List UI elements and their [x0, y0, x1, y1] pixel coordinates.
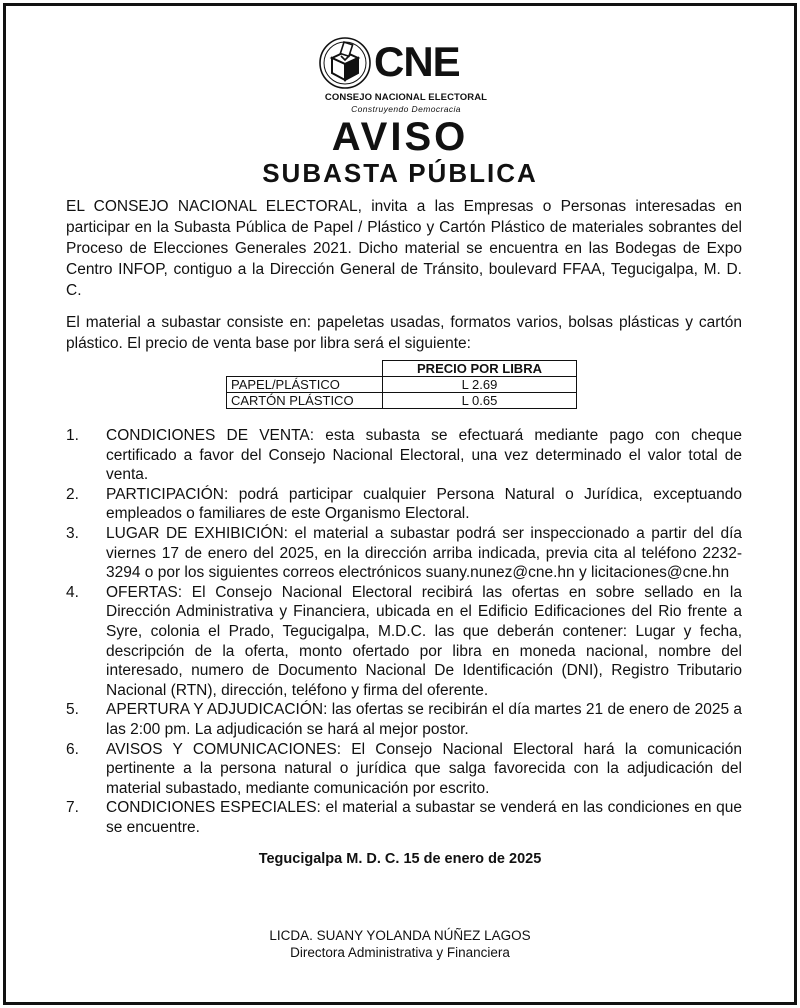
condition-number: 5. — [66, 701, 79, 719]
condition-text: OFERTAS: El Consejo Nacional Electoral recibirá las ofertas en sobre sellado en la Dirección Administrativa y Financiera, ubicada en el Edificio Edificaciones del Rio frente a Syre, colonia el Prado, Tegucigalpa, M.D.C. las que deberán contener: Lugar y fecha, descripción de la oferta, monto ofertado por libra en moneda nacional, nombre del interesado, numero de Documento Nacional De Identificación (DNI), Registro Tributario Nacional (RTN), dirección, teléfono y firma del oferente. — [106, 583, 742, 699]
notice-title: AVISO — [331, 115, 469, 159]
condition-number: 4. — [66, 583, 79, 601]
condition-item — [66, 426, 742, 485]
price-table-row — [227, 377, 577, 393]
condition-item — [66, 524, 742, 583]
signatory-name: LICDA. SUANY YOLANDA NÚÑEZ LAGOS — [269, 928, 531, 943]
dateline: Tegucigalpa M. D. C. 15 de enero de 2025 — [258, 851, 542, 867]
condition-item — [66, 740, 742, 799]
logo-acronym: CNE — [374, 38, 460, 85]
material-paragraph: El material a subastar consiste en: papeletas usadas, formatos varios, bolsas plásticas y cartón plástico. El precio de venta base por libra será el siguiente: — [66, 314, 742, 352]
condition-text: PARTICIPACIÓN: podrá participar cualquier Persona Natural o Jurídica, exceptuando empleados o familiares de este Organismo Electoral. — [106, 485, 742, 523]
condition-number: 2. — [66, 485, 79, 503]
price-table — [226, 360, 577, 409]
condition-number: 1. — [66, 427, 79, 444]
condition-text: LUGAR DE EXHIBICIÓN: el material a subastar podrá ser inspeccionado a partir del día viernes 17 de enero del 2025, en la dirección arriba indicada, previa cita al teléfono 2232-3294 o por los siguientes correos electrónicos suany.nunez@cne.hn y licitaciones@cne.hn — [106, 524, 742, 582]
condition-text: APERTURA Y ADJUDICACIÓN: las ofertas se recibirán el día martes 21 de enero de 2025 a las 2:00 pm. La adjudicación se hará al mejor postor. — [106, 701, 742, 738]
price-item: CARTÓN PLÁSTICO — [227, 393, 383, 409]
price-table-blank-cell — [227, 361, 383, 377]
logo-tagline: Construyendo Democracia — [351, 104, 461, 114]
condition-item — [66, 798, 742, 837]
price-value: L 2.69 — [383, 377, 577, 393]
notice-subtitle: SUBASTA PÚBLICA — [262, 158, 538, 188]
condition-number: 7. — [66, 799, 79, 817]
ballot-box-seal-icon — [318, 36, 374, 92]
logo-full-name: CONSEJO NACIONAL ELECTORAL — [324, 92, 488, 103]
intro-paragraph: EL CONSEJO NACIONAL ELECTORAL, invita a las Empresas o Personas interesadas en participar en la Subasta Pública de Papel / Plástico y Cartón Plástico de materiales sobrantes del Proceso de Elecciones Generales 2021. Dicho material se encuentra en las Bodegas de Expo Centro INFOP, contiguo a la Dirección General de Tránsito, boulevard FFAA, Tegucigalpa, M. D. C. — [66, 198, 742, 299]
condition-number: 3. — [66, 524, 79, 542]
condition-item — [66, 700, 742, 739]
condition-item — [66, 485, 742, 524]
price-table-header: PRECIO POR LIBRA — [383, 361, 577, 377]
price-item: PAPEL/PLÁSTICO — [227, 377, 383, 393]
condition-text: CONDICIONES DE VENTA: esta subasta se efectuará mediante pago con cheque certificado a favor del Consejo Nacional Electoral, una vez determinado el valor total de venta. — [106, 427, 742, 484]
price-value: L 0.65 — [383, 393, 577, 409]
condition-number: 6. — [66, 740, 79, 758]
price-table-row — [227, 393, 577, 409]
cne-logo — [318, 36, 494, 120]
signatory-role: Directora Administrativa y Financiera — [290, 945, 510, 960]
condition-text: CONDICIONES ESPECIALES: el material a subastar se venderá en las condiciones en que se encuentre. — [106, 799, 742, 836]
condition-item — [66, 583, 742, 701]
condition-text: AVISOS Y COMUNICACIONES: El Consejo Nacional Electoral hará la comunicación pertinente a la persona natural o jurídica que salga favorecida con la adjudicación del material subastado, mediante comunicación por escrito. — [106, 740, 742, 797]
price-table-header-row — [227, 361, 577, 377]
conditions-list — [66, 426, 742, 837]
